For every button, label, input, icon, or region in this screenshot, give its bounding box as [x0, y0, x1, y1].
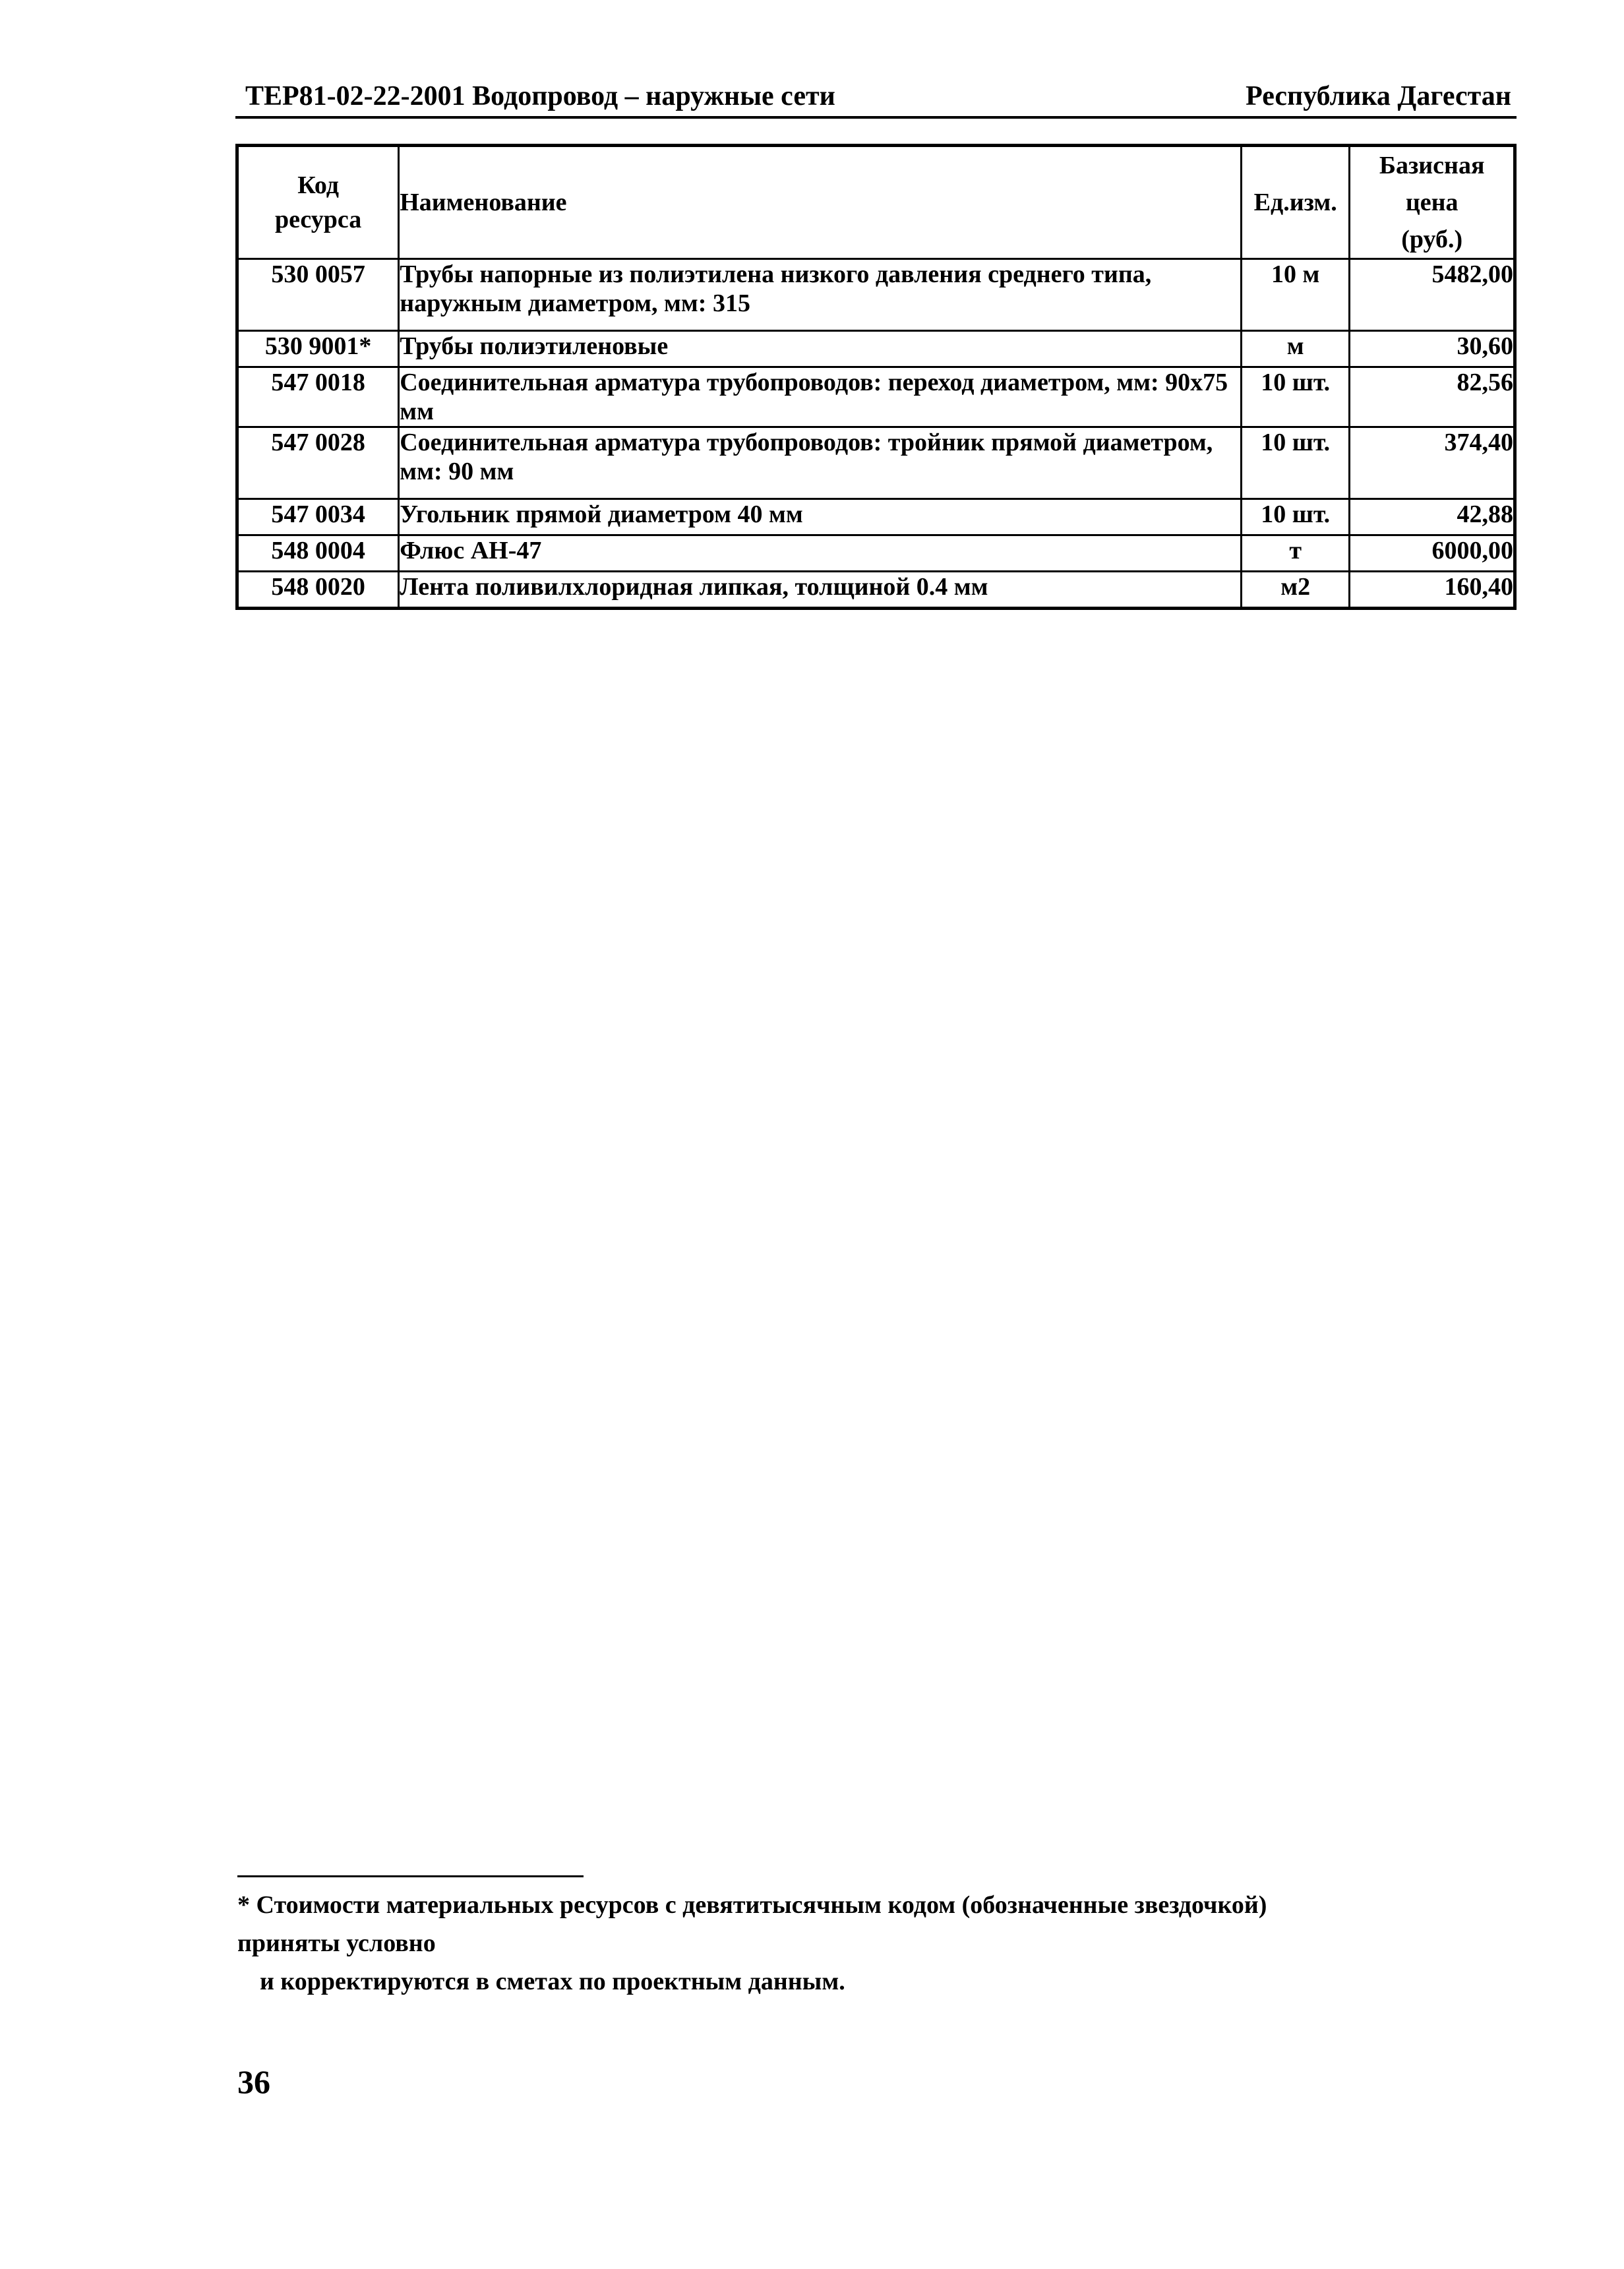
- page-header: [235, 79, 1517, 119]
- resource-price-table: [235, 144, 1517, 610]
- resource-code: 547 0018: [237, 367, 399, 427]
- resource-unit: м2: [1241, 572, 1349, 609]
- table-row: [237, 535, 1515, 572]
- resource-name: Лента поливилхлоридная липкая, толщиной 0.4 мм: [399, 572, 1242, 609]
- resource-code: 530 0057: [237, 259, 399, 331]
- resource-price: 160,40: [1350, 572, 1515, 609]
- resource-name: Соединительная арматура трубопроводов: переход диаметром, мм: 90х75 мм: [399, 367, 1242, 427]
- resource-price: 6000,00: [1350, 535, 1515, 572]
- table-row: [237, 331, 1515, 367]
- resource-name: Соединительная арматура трубопроводов: тройник прямой диаметром, мм: 90 мм: [399, 427, 1242, 499]
- column-header-unit: Ед.изм.: [1241, 146, 1349, 259]
- resource-price: 30,60: [1350, 331, 1515, 367]
- resource-price: 42,88: [1350, 499, 1515, 535]
- table-row: [237, 572, 1515, 609]
- resource-code: 548 0020: [237, 572, 399, 609]
- column-header-name: Наименование: [399, 146, 1242, 259]
- table-row: [237, 427, 1515, 499]
- page-number: 36: [237, 2063, 270, 2100]
- footnote-line-1: * Стоимости материальных ресурсов с девятитысячным кодом (обозначенные звездочкой) приняты условно: [237, 1891, 1267, 1957]
- table-row: [237, 259, 1515, 331]
- table-row: [237, 367, 1515, 427]
- column-header-price: Базисная цена (руб.): [1350, 146, 1515, 259]
- footnote: [237, 1886, 1358, 2001]
- resource-name: Угольник прямой диаметром 40 мм: [399, 499, 1242, 535]
- resource-unit: 10 м: [1241, 259, 1349, 331]
- resource-code: 548 0004: [237, 535, 399, 572]
- resource-price: 5482,00: [1350, 259, 1515, 331]
- table-row: [237, 499, 1515, 535]
- resource-unit: 10 шт.: [1241, 427, 1349, 499]
- resource-price: 374,40: [1350, 427, 1515, 499]
- resource-code: 547 0034: [237, 499, 399, 535]
- resource-code: 547 0028: [237, 427, 399, 499]
- resource-unit: 10 шт.: [1241, 367, 1349, 427]
- table-header-row: [237, 146, 1515, 259]
- footnote-divider: [237, 1875, 584, 1877]
- footnote-line-2: и корректируются в сметах по проектным данным.: [260, 1968, 845, 1995]
- resource-unit: 10 шт.: [1241, 499, 1349, 535]
- resource-price: 82,56: [1350, 367, 1515, 427]
- resource-code: 530 9001*: [237, 331, 399, 367]
- region-name: Республика Дагестан: [1246, 81, 1511, 111]
- resource-unit: т: [1241, 535, 1349, 572]
- resource-name: Трубы полиэтиленовые: [399, 331, 1242, 367]
- column-header-code: Код ресурса: [237, 146, 399, 259]
- resource-name: Флюс АН-47: [399, 535, 1242, 572]
- resource-name: Трубы напорные из полиэтилена низкого давления среднего типа, наружным диаметром, мм: 315: [399, 259, 1242, 331]
- resource-unit: м: [1241, 331, 1349, 367]
- document-title: ТЕР81-02-22-2001 Водопровод – наружные сети: [245, 81, 835, 111]
